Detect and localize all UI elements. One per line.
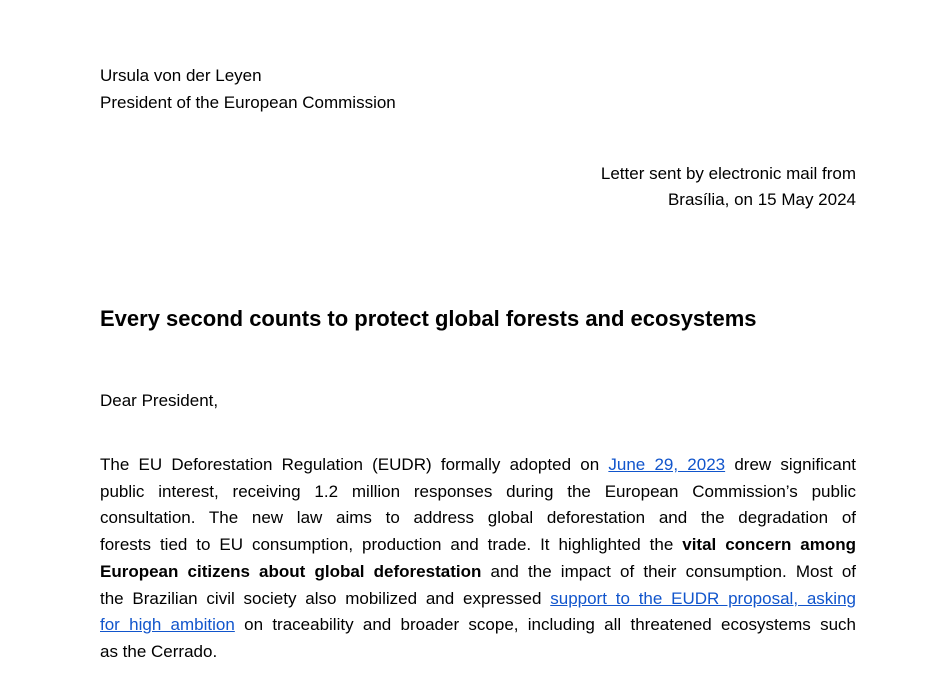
body-paragraph [100, 452, 856, 666]
paragraph-line [100, 559, 856, 586]
support-eudr-proposal-link[interactable]: support to the EUDR proposal, asking [550, 588, 856, 608]
addressee-block [100, 62, 396, 116]
sender-note-line-1: Letter sent by electronic mail from [600, 164, 856, 183]
letter-heading: Every second counts to protect global forests and ecosystems [100, 306, 757, 331]
paragraph-line [100, 639, 856, 666]
paragraph-line [100, 532, 856, 559]
paragraph-line [100, 505, 856, 532]
bold-emphasis: vital concern among [682, 535, 856, 555]
addressee-name: Ursula von der Leyen [100, 66, 262, 85]
text-span: the Brazilian civil society also mobilized and expressed [100, 588, 542, 608]
text-span: drew significant [734, 455, 856, 474]
text-span: forests tied to EU consumption, production and trade. It highlighted the [100, 535, 674, 555]
june-29-2023-link[interactable]: June 29, 2023 [608, 455, 726, 474]
sender-note-line-2: Brasília, on 15 May 2024 [667, 190, 856, 209]
text-span: on traceability and broader scope, including all threatened ecosystems such [244, 615, 857, 635]
high-ambition-link[interactable]: for high ambition [100, 615, 235, 635]
paragraph-line [100, 452, 856, 479]
text-span: public interest, receiving 1.2 million responses during the European Commission’s public [100, 481, 856, 501]
paragraph-line [100, 479, 856, 506]
text-span: consultation. The new law aims to address global deforestation and the degradation of [100, 508, 856, 528]
text-span: as the Cerrado. [100, 641, 218, 661]
addressee-title: President of the European Commission [100, 93, 396, 112]
salutation: Dear President, [100, 391, 219, 410]
paragraph-line [100, 612, 856, 639]
text-span: and the impact of their consumption. Most of [490, 561, 856, 581]
sender-note [601, 161, 856, 213]
paragraph-line [100, 586, 856, 613]
text-span: The EU Deforestation Regulation (EUDR) formally adopted on [100, 455, 600, 474]
bold-emphasis: European citizens about global deforestation [100, 561, 482, 581]
